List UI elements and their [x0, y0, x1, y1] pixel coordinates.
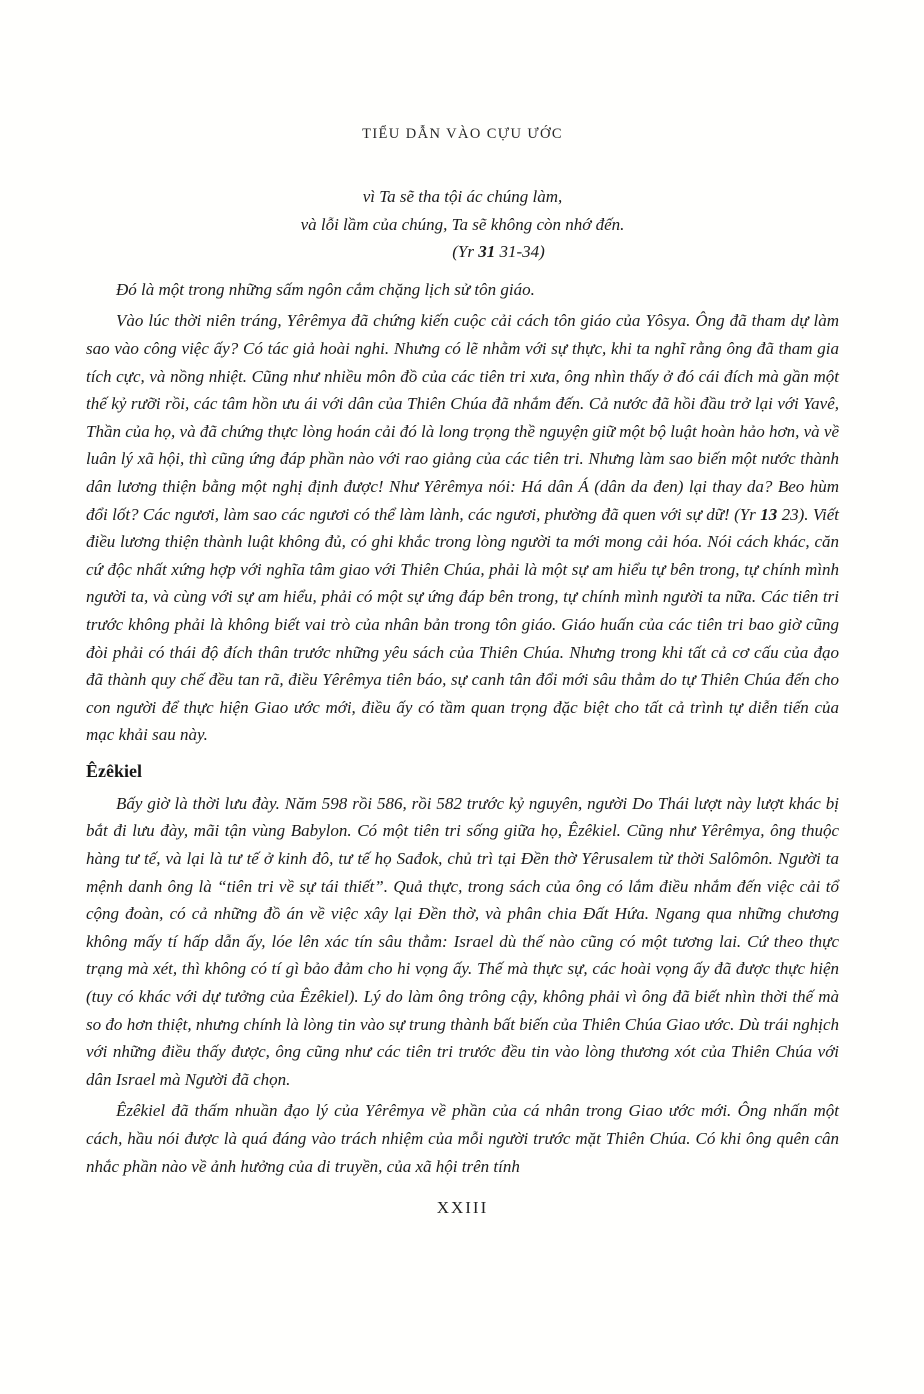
quote-citation [86, 238, 839, 266]
quote-line-2: và lỗi lầm của chúng, Ta sẽ không còn nhớ đến. [300, 214, 625, 234]
paragraph-yeremya-text-1: Vào lúc thời niên tráng, Yêrêmya đã chứng kiến cuộc cải cách tôn giáo của Yôsya. Ông đã tham dự làm sao vào công việc ấy? Có tác giả hoài nghi. Nhưng có lẽ nhằm với sự thực, khi ta nghĩ rằng ông đã tham gia tích cực, và nồng nhiệt. Cũng như nhiều môn đồ của các tiên tri xưa, ông nhìn thấy ở đó cái đích mà gần một thế kỷ rưỡi rồi, các tâm hồn ưu ái với dân của Thiên Chúa đã nhắm đến. Cả nước đã hồi đầu trở lại với Yavê, Thần của họ, và đã chứng thực lòng hoán cải đó là long trọng thề nguyện giữ một bộ luật hoàn hảo hơn, và về luân lý xã hội, thì cũng ứng đáp phần nào với rao giảng của các tiên tri. Nhưng làm sao biến một nước thành dân lương thiện bằng một nghị định được! Như Yêrêmya nói: Há dân Á (dân da đen) lại thay da? Beo hùm đổi lốt? Các ngươi, làm sao các ngươi có thể làm lành, các ngươi, phường đã quen với sự dữ! (Yr [86, 311, 839, 524]
paragraph-ezekiel-2: Êzêkiel đã thấm nhuần đạo lý của Yêrêmya về phần của cá nhân trong Giao ước mới. Ông nhấn một cách, hầu nói được là quá đáng vào trách nhiệm của mỗi người trước mặt Thiên Chúa. Có khi ông quên cân nhắc phần nào về ảnh hưởng của di truyền, của xã hội trên tính [86, 1101, 839, 1176]
quote-line-1: vì Ta sẽ tha tội ác chúng làm, [362, 187, 563, 206]
citation-verse-range: 31-34) [495, 242, 545, 262]
page-number: XXIII [436, 1198, 489, 1218]
citation-prefix: (Yr [452, 242, 479, 262]
intro-paragraph: Đó là một trong những sấm ngôn cắm chặng lịch sử tôn giáo. [116, 279, 535, 299]
paragraph-yeremya-text-2: 23). Viết điều lương thiện thành luật không đủ, có ghi khắc trong lòng người ta mới mong cải hóa. Nói cách khác, căn cứ độc nhất xứng hợp với nghĩa tâm giao với Thiên Chúa, phải là một sự am hiểu tự bên trong, tự chính mình người ta, và cùng với sự am hiểu, phải có một sự ứng đáp bên trong, tự chính mình người ta nữa. Các tiên tri trước không phải là không biết vai trò của nhân bản trong tôn giáo. Giáo huấn của các tiên tri bao giờ cũng đòi phải có thái độ đích thân trước những yêu sách của Thiên Chúa. Nhưng trong khi tất cả cơ cấu của đạo đã thành quy chế đều tan rã, điều Yêrêmya tiên báo, sự canh tân đổi mới sâu thẳm do tự Thiên Chúa đến cho con người để thực hiện Giao ước mới, điều ấy có tầm quan trọng đặc biệt cho tất cả trình tự diễn tiến của mạc khải sau này. [86, 504, 839, 745]
scripture-quote-block [86, 183, 839, 266]
paragraph-ezekiel-1: Bấy giờ là thời lưu đày. Năm 598 rồi 586, rồi 582 trước kỷ nguyên, người Do Thái lượt này lượt khác bị bắt đi lưu đày, mãi tận vùng Babylon. Có một tiên tri sống giữa họ, Êzêkiel. Cũng như Yêrêmya, ông thuộc hàng tư tế, và lại là tư tế ở kinh đô, tư tế họ Sađok, chủ trì tại Đền thờ Yêrusalem từ thời Salômôn. Người ta mệnh danh ông là “tiên tri về sự tái thiết”. Quả thực, trong sách của ông có lắm điều nhắm đến việc cải tổ cộng đoàn, có cả những đồ án về việc xây lại Đền thờ, và phân chia Đất Hứa. Ngang qua những chương không mấy tí hấp dẫn ấy, lóe lên xác tín sâu thẳm: Israel dù thế nào cũng có một tương lai. Cứ theo thực trạng mà xét, thì không có tí gì bảo đảm cho hi vọng ấy. Thế mà thực sự, các hoài vọng ấy đã được thực hiện (tuy có khác với dự tưởng của Êzêkiel). Lý do làm ông trông cậy, không phải vì ông đã biết nhìn thời thế mà so đo hơn thiệt, nhưng chính là lòng tin vào sự trung thành bất biến của Thiên Chúa Giao ước. Dù trái nghịch với những điều thấy được, ông cũng như các tiên tri trước đều tin vào lòng thương xót của Thiên Chúa với dân Israel mà Người đã chọn. [86, 793, 839, 1089]
section-heading-ezekiel: Êzêkiel [86, 760, 142, 781]
citation-chapter-number: 31 [478, 242, 496, 262]
paragraph-yeremya [86, 307, 839, 749]
inline-scripture-reference: 13 [760, 504, 778, 524]
running-header-title: TIỂU DẪN VÀO CỰU ƯỚC [362, 126, 563, 142]
